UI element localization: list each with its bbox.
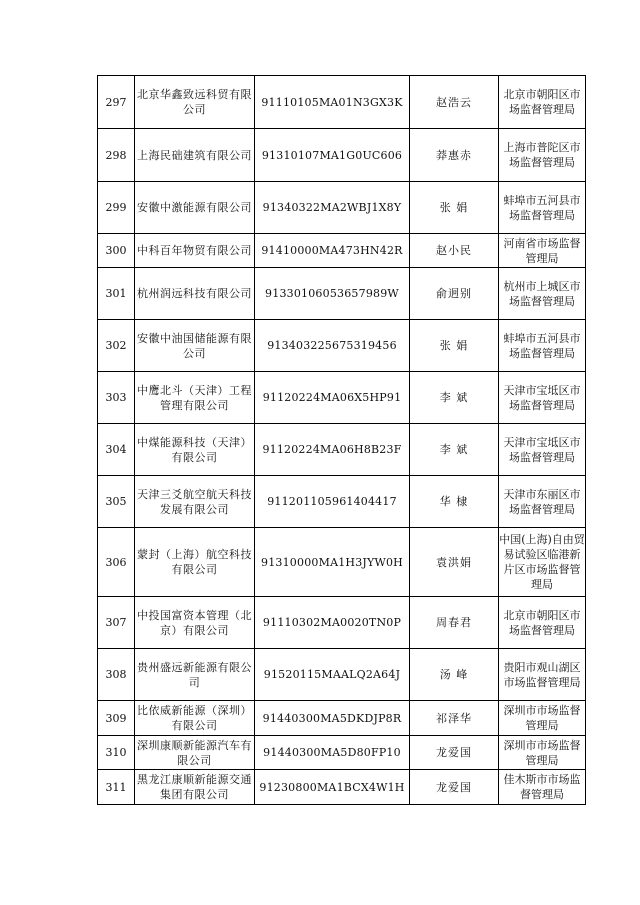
registration-authority: 天津市东丽区市场监督管理局 xyxy=(499,476,586,528)
company-name: 深圳康顺新能源汽车有限公司 xyxy=(135,736,255,770)
table-row xyxy=(98,528,586,597)
company-name: 安徽中激能源有限公司 xyxy=(135,182,255,234)
credit-code: 91340322MA2WBJ1X8Y xyxy=(255,182,410,234)
legal-representative: 龙爱国 xyxy=(410,770,499,805)
row-number: 311 xyxy=(98,770,135,805)
table-row xyxy=(98,597,586,649)
legal-representative: 赵浩云 xyxy=(410,76,499,129)
row-number: 301 xyxy=(98,268,135,320)
registration-authority: 佳木斯市市场监督管理局 xyxy=(499,770,586,805)
credit-code: 91410000MA473HN42R xyxy=(255,234,410,268)
registration-authority: 杭州市上城区市场监督管理局 xyxy=(499,268,586,320)
registration-authority: 蚌埠市五河县市场监督管理局 xyxy=(499,182,586,234)
registration-authority: 深圳市市场监督管理局 xyxy=(499,701,586,736)
company-name: 杭州润远科技有限公司 xyxy=(135,268,255,320)
credit-code: 91110302MA0020TN0P xyxy=(255,597,410,649)
table-row xyxy=(98,234,586,268)
legal-representative: 周春君 xyxy=(410,597,499,649)
enterprise-list-table xyxy=(97,75,586,805)
row-number: 305 xyxy=(98,476,135,528)
company-name: 中科百年物贸有限公司 xyxy=(135,234,255,268)
company-name: 贵州盛远新能源有限公司 xyxy=(135,649,255,701)
credit-code: 91310000MA1H3JYW0H xyxy=(255,528,410,597)
row-number: 306 xyxy=(98,528,135,597)
legal-representative: 龙爱国 xyxy=(410,736,499,770)
legal-representative: 袁洪娟 xyxy=(410,528,499,597)
credit-code: 91230800MA1BCX4W1H xyxy=(255,770,410,805)
credit-code: 91120224MA06X5HP91 xyxy=(255,372,410,424)
row-number: 300 xyxy=(98,234,135,268)
table-body xyxy=(98,76,586,805)
table-row xyxy=(98,770,586,805)
row-number: 304 xyxy=(98,424,135,476)
credit-code: 91110105MA01N3GX3K xyxy=(255,76,410,129)
row-number: 309 xyxy=(98,701,135,736)
registration-authority: 北京市朝阳区市场监督管理局 xyxy=(499,76,586,129)
table-row xyxy=(98,76,586,129)
credit-code: 91120224MA06H8B23F xyxy=(255,424,410,476)
credit-code: 913403225675319456 xyxy=(255,320,410,372)
company-name: 天津三爻航空航天科技发展有限公司 xyxy=(135,476,255,528)
table-row xyxy=(98,736,586,770)
legal-representative: 祁泽华 xyxy=(410,701,499,736)
registration-authority: 中国(上海)自由贸易试验区临港新片区市场监督管理局 xyxy=(499,528,586,597)
credit-code: 91520115MAALQ2A64J xyxy=(255,649,410,701)
credit-code: 911201105961404417 xyxy=(255,476,410,528)
table-row xyxy=(98,424,586,476)
company-name: 北京华鑫致远科贸有限公司 xyxy=(135,76,255,129)
row-number: 302 xyxy=(98,320,135,372)
legal-representative: 俞迥别 xyxy=(410,268,499,320)
registration-authority: 蚌埠市五河县市场监督管理局 xyxy=(499,320,586,372)
registration-authority: 深圳市市场监督管理局 xyxy=(499,736,586,770)
credit-code: 91310107MA1G0UC606 xyxy=(255,129,410,182)
legal-representative: 张 娟 xyxy=(410,182,499,234)
row-number: 298 xyxy=(98,129,135,182)
table-row xyxy=(98,268,586,320)
company-name: 安徽中油国储能源有限公司 xyxy=(135,320,255,372)
legal-representative: 汤 峰 xyxy=(410,649,499,701)
company-name: 中鹰北斗（天津）工程管理有限公司 xyxy=(135,372,255,424)
registration-authority: 上海市普陀区市场监督管理局 xyxy=(499,129,586,182)
company-name: 中投国富资本管理（北京）有限公司 xyxy=(135,597,255,649)
row-number: 299 xyxy=(98,182,135,234)
legal-representative: 李 斌 xyxy=(410,372,499,424)
credit-code: 91440300MA5D80FP10 xyxy=(255,736,410,770)
company-name: 黑龙江康顺新能源交通集团有限公司 xyxy=(135,770,255,805)
row-number: 310 xyxy=(98,736,135,770)
table-row xyxy=(98,182,586,234)
company-name: 比依威新能源（深圳）有限公司 xyxy=(135,701,255,736)
row-number: 307 xyxy=(98,597,135,649)
row-number: 303 xyxy=(98,372,135,424)
registration-authority: 天津市宝坻区市场监督管理局 xyxy=(499,372,586,424)
credit-code: 91330106053657989W xyxy=(255,268,410,320)
company-name: 上海民础建筑有限公司 xyxy=(135,129,255,182)
row-number: 297 xyxy=(98,76,135,129)
table-row xyxy=(98,320,586,372)
registration-authority: 北京市朝阳区市场监督管理局 xyxy=(499,597,586,649)
company-name: 蒙封（上海）航空科技有限公司 xyxy=(135,528,255,597)
table-row xyxy=(98,372,586,424)
credit-code: 91440300MA5DKDJP8R xyxy=(255,701,410,736)
registration-authority: 贵阳市观山湖区市场监督管理局 xyxy=(499,649,586,701)
company-name: 中煤能源科技（天津）有限公司 xyxy=(135,424,255,476)
table-row xyxy=(98,701,586,736)
table-row xyxy=(98,129,586,182)
legal-representative: 莽惠赤 xyxy=(410,129,499,182)
registration-authority: 河南省市场监督管理局 xyxy=(499,234,586,268)
table-row xyxy=(98,649,586,701)
row-number: 308 xyxy=(98,649,135,701)
legal-representative: 李 斌 xyxy=(410,424,499,476)
table-row xyxy=(98,476,586,528)
registration-authority: 天津市宝坻区市场监督管理局 xyxy=(499,424,586,476)
legal-representative: 赵小民 xyxy=(410,234,499,268)
legal-representative: 张 娟 xyxy=(410,320,499,372)
legal-representative: 华 棣 xyxy=(410,476,499,528)
